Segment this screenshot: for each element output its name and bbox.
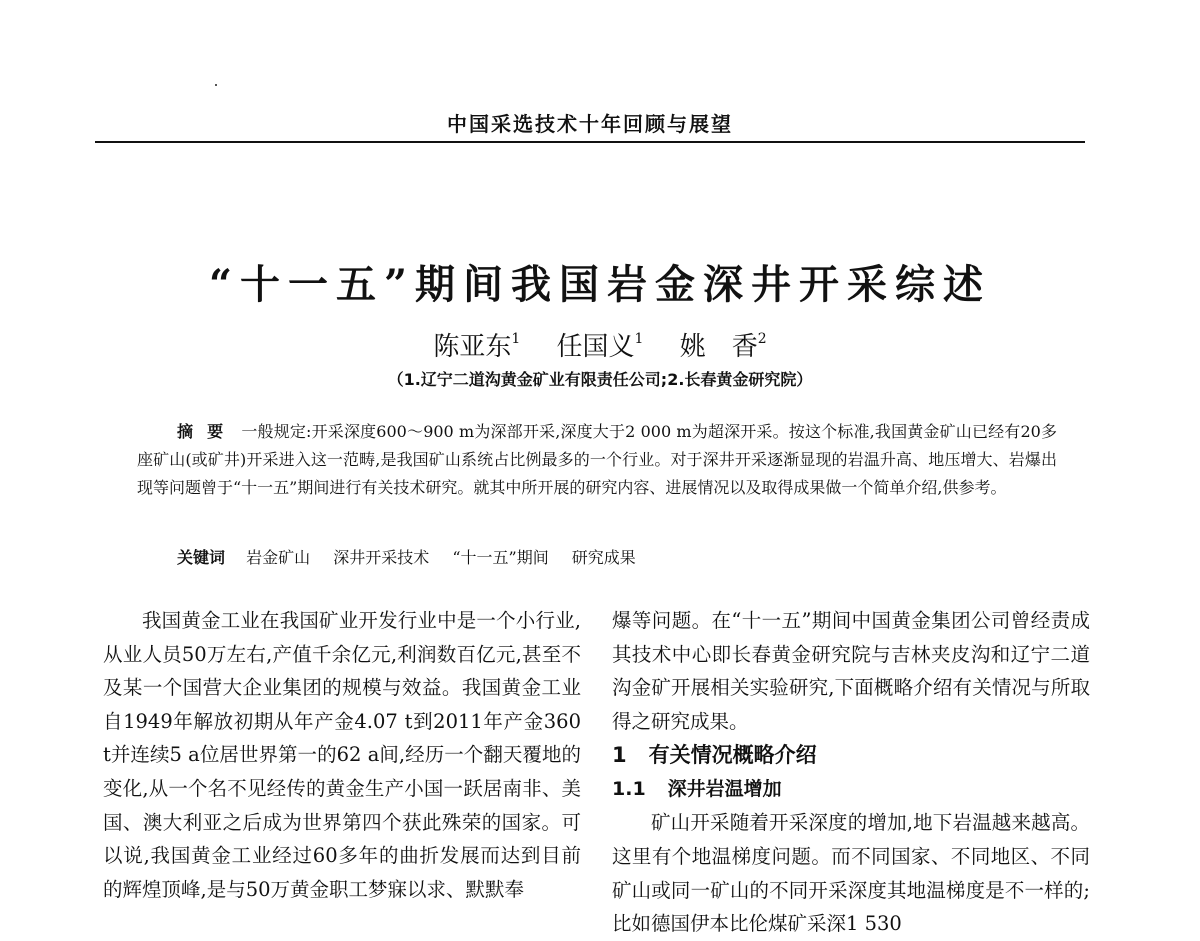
author	[557, 332, 644, 362]
body-paragraph: 爆等问题。在“十一五”期间中国黄金集团公司曾经责成其技术中心即长春黄金研究院与吉林夹皮沟和辽宁二道沟金矿开展相关实验研究,下面概略介绍有关情况与所取得之研究成果。	[612, 609, 1090, 733]
scan-speck	[215, 84, 217, 86]
subsection-title: 深井岩温增加	[667, 778, 782, 801]
author-affil-mark: 1	[634, 331, 644, 348]
keyword: “十一五”期间	[452, 548, 549, 567]
author-list	[0, 326, 1200, 363]
author-affil-mark: 1	[511, 331, 521, 348]
affiliation: （1.辽宁二道沟黄金矿业有限责任公司;2.长春黄金研究院）	[387, 370, 813, 389]
author-name: 陈亚东	[433, 332, 512, 362]
section-heading	[612, 738, 1090, 772]
section-number: 1	[612, 743, 627, 768]
running-head: 中国采选技术十年回顾与展望	[447, 112, 733, 136]
article-title: “十一五”期间我国岩金深井开采综述	[208, 260, 991, 308]
body-paragraph: 矿山开采随着开采深度的增加,地下岩温越来越高。这里有个地温梯度问题。而不同国家、不同地区、不同矿山或同一矿山的不同开采深度其地温梯度是不一样的;比如德国伊本比伦煤矿采深1 530	[612, 811, 1090, 936]
body-column-right	[612, 604, 1090, 941]
body-column-left	[103, 604, 581, 906]
section-title: 有关情况概略介绍	[648, 743, 817, 768]
subsection-heading	[612, 772, 1090, 806]
keywords-label: 关键词	[177, 548, 226, 567]
abstract-text: 一般规定:开采深度600～900 m为深部开采,深度大于2 000 m为超深开采。按这个标准,我国黄金矿山已经有20多座矿山(或矿井)开采进入这一范畴,是我国矿山系统占比例最多的一个行业。对于深井开采逐渐显现的岩温升高、地压增大、岩爆出现等问题曾于“十一五”期间进行有关技术研究。就其中所开展的研究内容、进展情况以及取得成果做一个简单介绍,供参考。	[137, 422, 1057, 497]
keyword: 研究成果	[571, 548, 636, 567]
header-rule	[95, 141, 1085, 143]
keywords	[177, 544, 654, 572]
author	[680, 332, 767, 362]
author-name: 姚 香	[679, 332, 758, 362]
author-name: 任国义	[556, 332, 635, 362]
abstract-label: 摘要	[177, 422, 238, 441]
subsection-number: 1.1	[612, 778, 646, 801]
author-affil-mark: 2	[757, 331, 767, 348]
keyword: 深井开采技术	[333, 548, 430, 567]
keyword: 岩金矿山	[246, 548, 311, 567]
abstract	[137, 418, 1057, 502]
author	[433, 332, 520, 362]
body-paragraph: 我国黄金工业在我国矿业开发行业中是一个小行业,从业人员50万左右,产值千余亿元,利润数百亿元,甚至不及某一个国营大企业集团的规模与效益。我国黄金工业自1949年解放初期从年产金4.07 t到2011年产金360 t并连续5 a位居世界第一的62 a间,经历一个翻天覆地的变化,从一个名不见经传的黄金生产小国一跃居南非、美国、澳大利亚之后成为世界第四个获此殊荣的国家。可以说,我国黄金工业经过60多年的曲折发展而达到目前的辉煌顶峰,是与50万黄金职工梦寐以求、默默奉	[103, 609, 581, 901]
